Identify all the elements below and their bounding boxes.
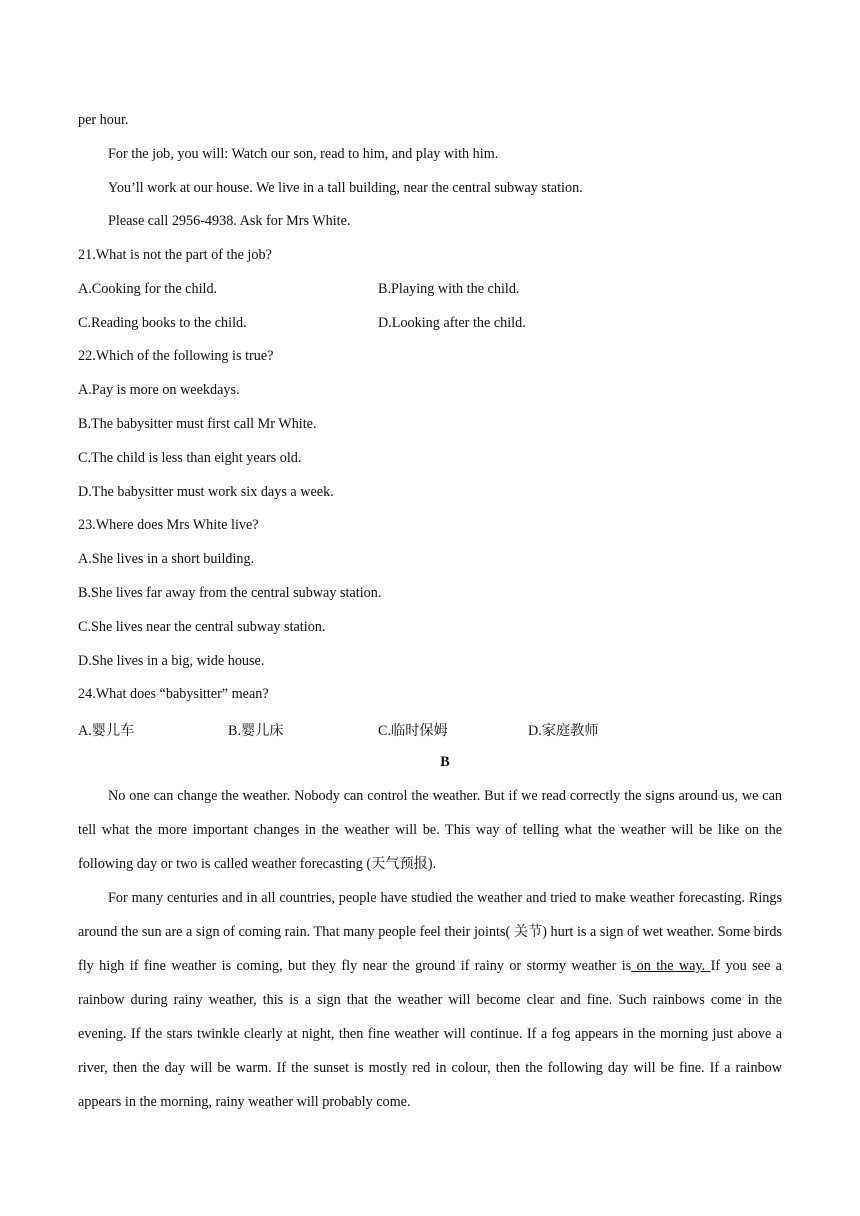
q23-option-d: D.She lives in a big, wide house. <box>78 653 265 669</box>
underlined-phrase: on the way. <box>631 958 711 974</box>
q23-option-c: C.She lives near the central subway station. <box>78 619 326 635</box>
question-22: 22.Which of the following is true? <box>78 348 274 364</box>
q24-option-b: B.婴儿床 <box>228 723 284 739</box>
q22-option-a: A.Pay is more on weekdays. <box>78 382 240 398</box>
q21-option-b: B.Playing with the child. <box>378 281 520 297</box>
question-24: 24.What does “babysitter” mean? <box>78 686 269 702</box>
q24-option-a: A.婴儿车 <box>78 723 135 739</box>
q22-option-b: B.The babysitter must first call Mr White. <box>78 416 317 432</box>
ad-line-contact: Please call 2956-4938. Ask for Mrs White. <box>108 213 351 229</box>
q24-option-d: D.家庭教师 <box>528 723 599 739</box>
q23-option-a: A.She lives in a short building. <box>78 551 255 567</box>
q24-option-c: C.临时保姆 <box>378 723 448 739</box>
passage-b-paragraph-1 <box>78 779 782 881</box>
ad-line-location: You’ll work at our house. We live in a tall building, near the central subway station. <box>108 180 583 196</box>
q22-option-d: D.The babysitter must work six days a week. <box>78 484 334 500</box>
q22-option-c: C.The child is less than eight years old. <box>78 450 302 466</box>
passage-b-p2-text-after: If you see a rainbow during rainy weather, this is a sign that the weather will become clear and fine. Such rainbows come in the evening. If the stars twinkle clearly at night, then fine weather will continue. If a fog appears in the morning just above a river, then the day will be warm. If the sunset is mostly red in colour, then the following day will be fine. If a rainbow appears in the morning, rainy weather will probably come. <box>78 958 782 1110</box>
passage-b-p2-text-before: For many centuries and in all countries, people have studied the weather and tried to make weather forecasting. Rings around the sun are a sign of coming rain. That many people feel their joints( 关节) hurt is a sign of wet weather. Some birds fly high if fine weather is coming, but they fly near the ground if rainy or stormy weather is <box>78 890 782 974</box>
q21-option-d: D.Looking after the child. <box>378 315 526 331</box>
ad-line-duties: For the job, you will: Watch our son, read to him, and play with him. <box>108 146 499 162</box>
passage-b-p1-text: No one can change the weather. Nobody can control the weather. But if we read correctly the signs around us, we can tell what the more important changes in the weather will be. This way of telling what the weather will be like on the following day or two is called weather forecasting (天气预报). <box>78 788 782 872</box>
ad-line-pay: per hour. <box>78 112 129 128</box>
question-23: 23.Where does Mrs White live? <box>78 517 259 533</box>
question-21: 21.What is not the part of the job? <box>78 247 272 263</box>
q21-option-c: C.Reading books to the child. <box>78 315 247 331</box>
q23-option-b: B.She lives far away from the central subway station. <box>78 585 382 601</box>
passage-b-paragraph-2 <box>78 881 782 1119</box>
section-heading-b: B <box>440 754 450 770</box>
q21-option-a: A.Cooking for the child. <box>78 281 218 297</box>
